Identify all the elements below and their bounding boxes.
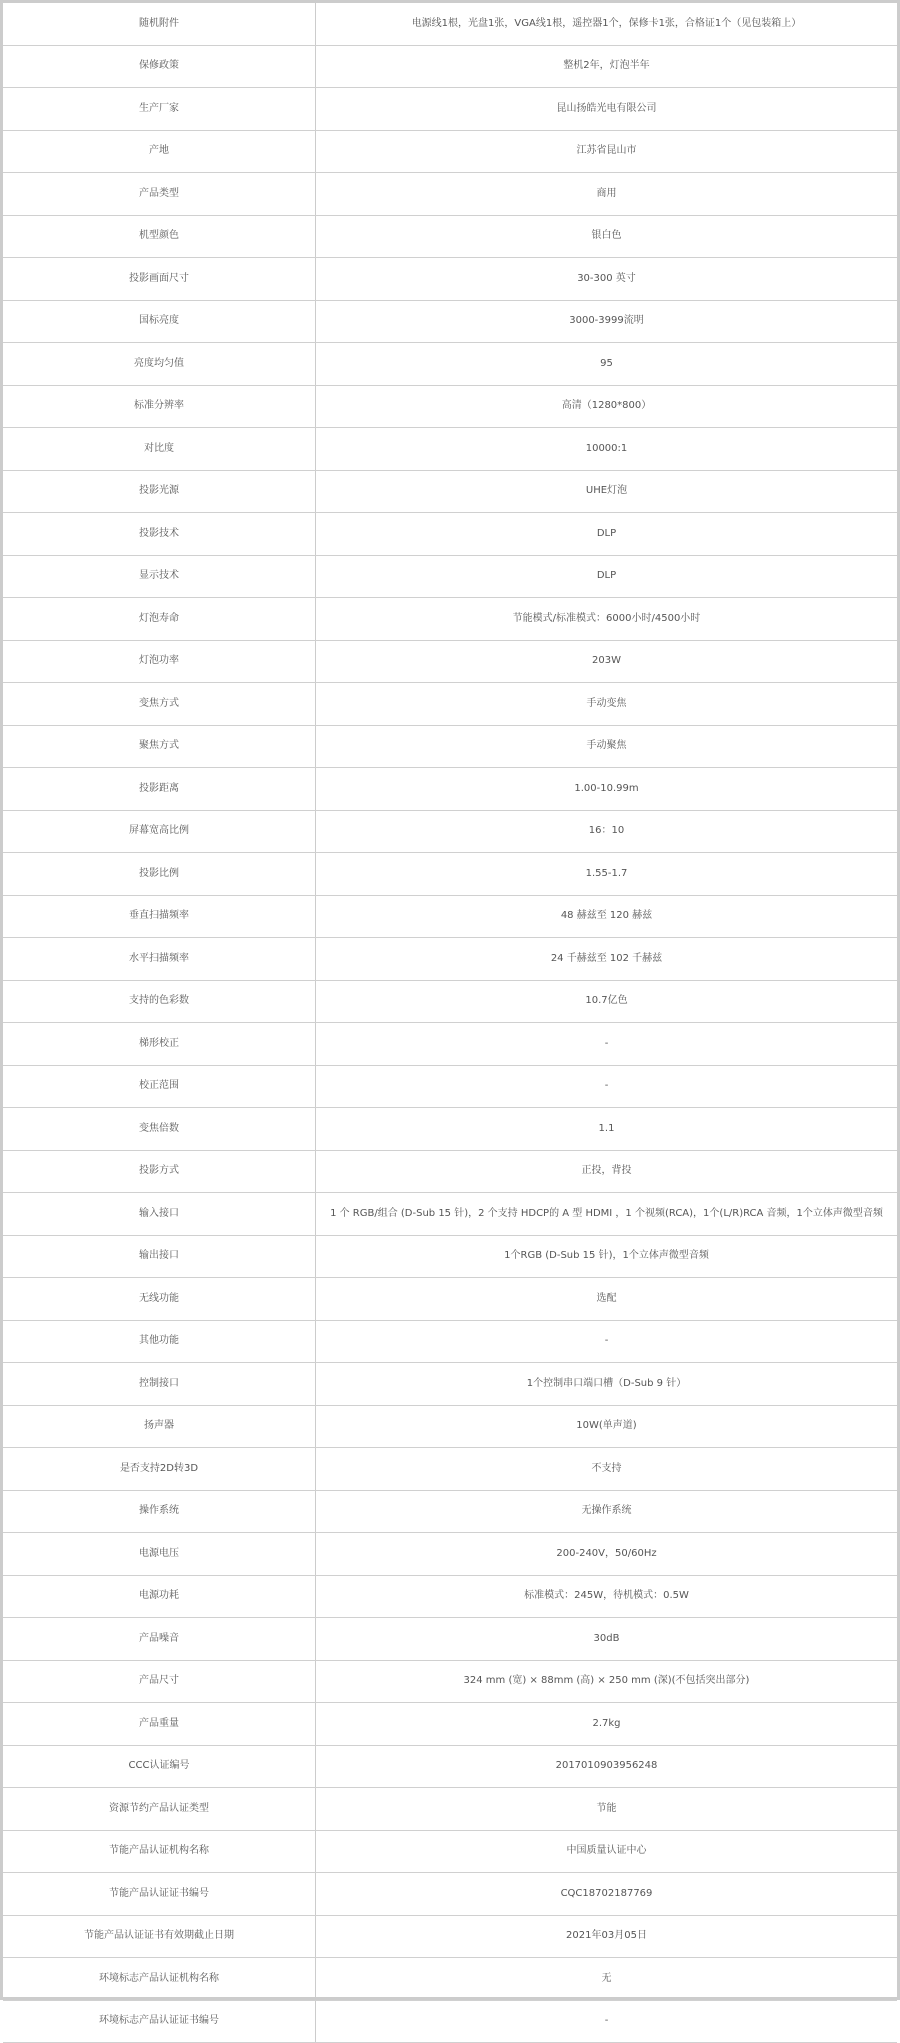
- spec-label: 投影方式: [3, 1150, 316, 1193]
- spec-value: -: [316, 1320, 898, 1363]
- spec-value: -: [316, 1023, 898, 1066]
- spec-label: 操作系统: [3, 1490, 316, 1533]
- spec-label: 环境标志产品认证机构名称: [3, 1958, 316, 2001]
- spec-value: 1.1: [316, 1108, 898, 1151]
- spec-label: 变焦倍数: [3, 1108, 316, 1151]
- table-row: [3, 1448, 897, 1491]
- table-row: [3, 1235, 897, 1278]
- table-row: [3, 45, 897, 88]
- table-row: [3, 895, 897, 938]
- spec-label: 保修政策: [3, 45, 316, 88]
- spec-label: 校正范围: [3, 1065, 316, 1108]
- spec-label: CCC认证编号: [3, 1745, 316, 1788]
- spec-value: 10000:1: [316, 428, 898, 471]
- spec-value: 整机2年，灯泡半年: [316, 45, 898, 88]
- spec-label: 支持的色彩数: [3, 980, 316, 1023]
- spec-label: 标准分辨率: [3, 385, 316, 428]
- spec-label: 电源功耗: [3, 1575, 316, 1618]
- spec-label: 产品重量: [3, 1703, 316, 1746]
- spec-value: 银白色: [316, 215, 898, 258]
- table-row: [3, 1193, 897, 1236]
- spec-label: 投影画面尺寸: [3, 258, 316, 301]
- table-row: [3, 215, 897, 258]
- table-row: [3, 300, 897, 343]
- spec-value: 商用: [316, 173, 898, 216]
- table-row: [3, 173, 897, 216]
- table-row: [3, 385, 897, 428]
- spec-label: 扬声器: [3, 1405, 316, 1448]
- spec-label: 随机附件: [3, 3, 316, 45]
- spec-value: 48 赫兹至 120 赫兹: [316, 895, 898, 938]
- table-row: [3, 2000, 897, 2043]
- table-row: [3, 1023, 897, 1066]
- spec-label: 环境标志产品认证证书编号: [3, 2000, 316, 2043]
- spec-label: 节能产品认证证书编号: [3, 1873, 316, 1916]
- spec-value: 无操作系统: [316, 1490, 898, 1533]
- table-row: [3, 428, 897, 471]
- spec-value: 10.7亿色: [316, 980, 898, 1023]
- spec-value: 节能模式/标准模式：6000小时/4500小时: [316, 598, 898, 641]
- spec-label: 亮度均匀值: [3, 343, 316, 386]
- spec-value: 3000-3999流明: [316, 300, 898, 343]
- spec-value: 2021年03月05日: [316, 1915, 898, 1958]
- spec-label: 屏幕宽高比例: [3, 810, 316, 853]
- table-row: [3, 598, 897, 641]
- table-row: [3, 1405, 897, 1448]
- spec-label: 投影技术: [3, 513, 316, 556]
- spec-value: 正投，背投: [316, 1150, 898, 1193]
- table-row: [3, 130, 897, 173]
- table-row: [3, 1490, 897, 1533]
- table-row: [3, 1363, 897, 1406]
- table-row: [3, 1108, 897, 1151]
- table-row: [3, 88, 897, 131]
- table-row: [3, 1830, 897, 1873]
- table-row: [3, 853, 897, 896]
- spec-value: 江苏省昆山市: [316, 130, 898, 173]
- spec-table: [3, 3, 897, 2043]
- spec-label: 资源节约产品认证类型: [3, 1788, 316, 1831]
- spec-value: 10W(单声道): [316, 1405, 898, 1448]
- spec-value: 30dB: [316, 1618, 898, 1661]
- spec-value: -: [316, 1065, 898, 1108]
- spec-label: 显示技术: [3, 555, 316, 598]
- spec-value: 95: [316, 343, 898, 386]
- spec-value: DLP: [316, 555, 898, 598]
- spec-table-body: [3, 3, 897, 2043]
- table-row: [3, 513, 897, 556]
- spec-label: 生产厂家: [3, 88, 316, 131]
- spec-value: 选配: [316, 1278, 898, 1321]
- spec-label: 投影比例: [3, 853, 316, 896]
- table-row: [3, 1873, 897, 1916]
- spec-value: 手动变焦: [316, 683, 898, 726]
- table-row: [3, 640, 897, 683]
- table-row: [3, 555, 897, 598]
- spec-label: 投影距离: [3, 768, 316, 811]
- table-row: [3, 1533, 897, 1576]
- table-row: [3, 1278, 897, 1321]
- table-row: [3, 1703, 897, 1746]
- spec-value: 324 mm (宽) × 88mm (高) × 250 mm (深)(不包括突出部分): [316, 1660, 898, 1703]
- table-row: [3, 810, 897, 853]
- table-row: [3, 1618, 897, 1661]
- table-row: [3, 343, 897, 386]
- spec-label: 灯泡寿命: [3, 598, 316, 641]
- spec-label: 灯泡功率: [3, 640, 316, 683]
- spec-value: 昆山扬皓光电有限公司: [316, 88, 898, 131]
- spec-label: 聚焦方式: [3, 725, 316, 768]
- spec-label: 产品噪音: [3, 1618, 316, 1661]
- spec-value: 高清（1280*800）: [316, 385, 898, 428]
- spec-value: 中国质量认证中心: [316, 1830, 898, 1873]
- table-row: [3, 683, 897, 726]
- spec-label: 水平扫描频率: [3, 938, 316, 981]
- spec-label: 节能产品认证证书有效期截止日期: [3, 1915, 316, 1958]
- spec-label: 投影光源: [3, 470, 316, 513]
- spec-label: 产品类型: [3, 173, 316, 216]
- spec-value: 16：10: [316, 810, 898, 853]
- spec-label: 控制接口: [3, 1363, 316, 1406]
- table-row: [3, 725, 897, 768]
- spec-value: 电源线1根，光盘1张，VGA线1根，遥控器1个，保修卡1张，合格证1个（见包装箱上）: [316, 3, 898, 45]
- spec-value: 203W: [316, 640, 898, 683]
- table-row: [3, 470, 897, 513]
- table-row: [3, 1150, 897, 1193]
- spec-label: 变焦方式: [3, 683, 316, 726]
- spec-label: 其他功能: [3, 1320, 316, 1363]
- spec-label: 是否支持2D转3D: [3, 1448, 316, 1491]
- table-row: [3, 1958, 897, 2001]
- table-row: [3, 1660, 897, 1703]
- table-row: [3, 938, 897, 981]
- table-row: [3, 1915, 897, 1958]
- table-row: [3, 3, 897, 45]
- spec-value: 手动聚焦: [316, 725, 898, 768]
- table-row: [3, 258, 897, 301]
- spec-label: 梯形校正: [3, 1023, 316, 1066]
- table-row: [3, 768, 897, 811]
- spec-value: 无: [316, 1958, 898, 2001]
- table-row: [3, 1065, 897, 1108]
- spec-label: 产地: [3, 130, 316, 173]
- spec-label: 输出接口: [3, 1235, 316, 1278]
- spec-value: 1.00-10.99m: [316, 768, 898, 811]
- spec-value: 2017010903956248: [316, 1745, 898, 1788]
- table-row: [3, 1745, 897, 1788]
- spec-value: 200-240V，50/60Hz: [316, 1533, 898, 1576]
- spec-value: 1个RGB (D-Sub 15 针)，1个立体声微型音频: [316, 1235, 898, 1278]
- spec-value: 30-300 英寸: [316, 258, 898, 301]
- spec-value: UHE灯泡: [316, 470, 898, 513]
- spec-value: 24 千赫兹至 102 千赫兹: [316, 938, 898, 981]
- table-row: [3, 1320, 897, 1363]
- spec-value: -: [316, 2000, 898, 2043]
- spec-label: 无线功能: [3, 1278, 316, 1321]
- spec-label: 对比度: [3, 428, 316, 471]
- spec-value: 1 个 RGB/组合 (D-Sub 15 针)，2 个支持 HDCP的 A 型 HDMI ，1 个视频(RCA)，1个(L/R)RCA 音频，1个立体声微型音频: [316, 1193, 898, 1236]
- spec-label: 垂直扫描频率: [3, 895, 316, 938]
- spec-label: 电源电压: [3, 1533, 316, 1576]
- table-row: [3, 1788, 897, 1831]
- spec-value: 2.7kg: [316, 1703, 898, 1746]
- table-row: [3, 1575, 897, 1618]
- spec-value: DLP: [316, 513, 898, 556]
- spec-value: 标准模式：245W，待机模式：0.5W: [316, 1575, 898, 1618]
- spec-label: 节能产品认证机构名称: [3, 1830, 316, 1873]
- table-row: [3, 980, 897, 1023]
- spec-value: 不支持: [316, 1448, 898, 1491]
- spec-label: 输入接口: [3, 1193, 316, 1236]
- spec-value: 1.55-1.7: [316, 853, 898, 896]
- spec-label: 产品尺寸: [3, 1660, 316, 1703]
- spec-value: CQC18702187769: [316, 1873, 898, 1916]
- spec-value: 节能: [316, 1788, 898, 1831]
- spec-value: 1个控制串口端口槽（D-Sub 9 针）: [316, 1363, 898, 1406]
- spec-label: 机型颜色: [3, 215, 316, 258]
- spec-label: 国标亮度: [3, 300, 316, 343]
